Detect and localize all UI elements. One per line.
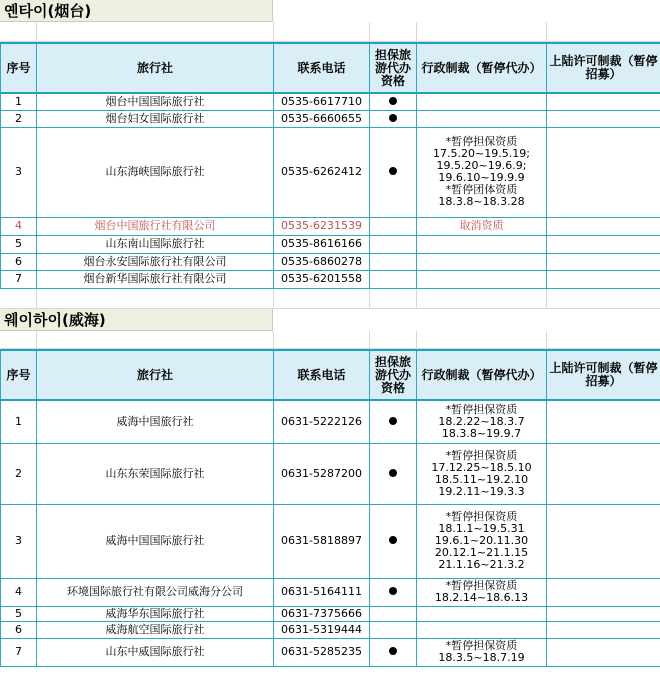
- bullet-dot-icon: [389, 97, 397, 105]
- cell-phone[interactable]: 0631-7375666: [274, 606, 370, 621]
- cell-landing-sanction[interactable]: [547, 621, 660, 638]
- cell-phone[interactable]: 0535-6201558: [274, 270, 370, 288]
- cell-agency[interactable]: 烟台新华国际旅行社有限公司: [37, 270, 274, 288]
- bullet-dot-icon: [389, 469, 397, 477]
- cell-phone[interactable]: 0535-6617710: [274, 93, 370, 110]
- table-row: [1, 253, 660, 270]
- cell-admin-sanction[interactable]: [417, 621, 547, 638]
- cell-guarantee[interactable]: [370, 235, 417, 253]
- bullet-dot-icon: [389, 167, 397, 175]
- header-row: [1, 350, 660, 400]
- cell-no[interactable]: 3: [1, 504, 37, 578]
- table-row: [1, 93, 660, 110]
- header-agency[interactable]: 旅行社: [37, 350, 274, 400]
- cell-agency[interactable]: 山东中威国际旅行社: [37, 638, 274, 666]
- agency-table: [0, 42, 660, 289]
- cell-no[interactable]: 2: [1, 443, 37, 504]
- cell-landing-sanction[interactable]: [547, 235, 660, 253]
- cell-guarantee[interactable]: [370, 110, 417, 127]
- bullet-dot-icon: [389, 587, 397, 595]
- cell-agency[interactable]: 环境国际旅行社有限公司威海分公司: [37, 578, 274, 606]
- table-row: [1, 578, 660, 606]
- bullet-dot-icon: [389, 536, 397, 544]
- header-admin-sanction[interactable]: 行政制裁（暂停代办）: [417, 350, 547, 400]
- cell-admin-sanction[interactable]: [417, 253, 547, 270]
- table-row: [1, 504, 660, 578]
- cell-landing-sanction[interactable]: [547, 578, 660, 606]
- bullet-dot-icon: [389, 114, 397, 122]
- cell-no[interactable]: 1: [1, 400, 37, 443]
- cell-landing-sanction[interactable]: [547, 110, 660, 127]
- cell-phone[interactable]: 0631-5287200: [274, 443, 370, 504]
- cell-guarantee[interactable]: [370, 127, 417, 217]
- cell-admin-sanction[interactable]: *暂停担保资质 18.2.14~18.6.13: [417, 578, 547, 606]
- cell-admin-sanction[interactable]: [417, 110, 547, 127]
- table-row: [1, 638, 660, 666]
- cell-landing-sanction[interactable]: [547, 638, 660, 666]
- cell-no[interactable]: 7: [1, 270, 37, 288]
- cell-admin-sanction[interactable]: *暂停担保资质 18.1.1~19.5.31 19.6.1~20.11.30 20.12.1~21.1.15 21.1.16~21.3.2: [417, 504, 547, 578]
- cell-no[interactable]: 5: [1, 235, 37, 253]
- cell-agency[interactable]: 山东南山国际旅行社: [37, 235, 274, 253]
- cell-guarantee[interactable]: [370, 606, 417, 621]
- table-row: [1, 606, 660, 621]
- header-phone[interactable]: 联系电话: [274, 43, 370, 93]
- table-row: [1, 235, 660, 253]
- cell-phone[interactable]: 0535-8616166: [274, 235, 370, 253]
- cell-agency[interactable]: 威海中国旅行社: [37, 400, 274, 443]
- table-row: [1, 127, 660, 217]
- cell-phone[interactable]: 0631-5222126: [274, 400, 370, 443]
- section-title[interactable]: 웨이하이(威海): [0, 309, 273, 331]
- cell-guarantee[interactable]: [370, 93, 417, 110]
- cell-guarantee[interactable]: [370, 638, 417, 666]
- cell-phone[interactable]: 0535-6660655: [274, 110, 370, 127]
- cell-guarantee[interactable]: [370, 253, 417, 270]
- cell-no[interactable]: 6: [1, 621, 37, 638]
- cell-agency[interactable]: 威海华东国际旅行社: [37, 606, 274, 621]
- cell-agency[interactable]: 烟台永安国际旅行社有限公司: [37, 253, 274, 270]
- header-row: [1, 43, 660, 93]
- cell-admin-sanction[interactable]: 取消资质: [417, 217, 547, 235]
- cell-agency[interactable]: 山东海峡国际旅行社: [37, 127, 274, 217]
- header-guarantee[interactable]: 担保旅游代办资格: [370, 350, 417, 400]
- cell-landing-sanction[interactable]: [547, 270, 660, 288]
- cell-landing-sanction[interactable]: [547, 253, 660, 270]
- header-landing-sanction[interactable]: 上陆许可制裁（暂停招募）: [547, 350, 660, 400]
- cell-phone[interactable]: 0535-6262412: [274, 127, 370, 217]
- cell-landing-sanction[interactable]: [547, 127, 660, 217]
- section-title[interactable]: 옌타이(烟台): [0, 0, 273, 22]
- cell-no[interactable]: 4: [1, 578, 37, 606]
- cell-phone[interactable]: 0631-5164111: [274, 578, 370, 606]
- header-phone[interactable]: 联系电话: [274, 350, 370, 400]
- cell-admin-sanction[interactable]: [417, 270, 547, 288]
- cell-admin-sanction[interactable]: *暂停担保资质 18.3.5~18.7.19: [417, 638, 547, 666]
- cell-landing-sanction[interactable]: [547, 400, 660, 443]
- cell-admin-sanction[interactable]: [417, 606, 547, 621]
- agency-table: [0, 349, 660, 667]
- cell-landing-sanction[interactable]: [547, 93, 660, 110]
- cell-no[interactable]: 3: [1, 127, 37, 217]
- cell-guarantee[interactable]: [370, 443, 417, 504]
- cell-admin-sanction[interactable]: [417, 235, 547, 253]
- cell-agency[interactable]: 烟台中国国际旅行社: [37, 93, 274, 110]
- cell-admin-sanction[interactable]: *暂停担保资质 18.2.22~18.3.7 18.3.8~19.9.7: [417, 400, 547, 443]
- cell-phone[interactable]: 0535-6860278: [274, 253, 370, 270]
- cell-admin-sanction[interactable]: [417, 93, 547, 110]
- cell-no[interactable]: 5: [1, 606, 37, 621]
- table-row: [1, 270, 660, 288]
- empty-grid-row: [0, 22, 660, 42]
- cell-phone[interactable]: 0631-5818897: [274, 504, 370, 578]
- cell-no[interactable]: 4: [1, 217, 37, 235]
- cell-agency[interactable]: 威海航空国际旅行社: [37, 621, 274, 638]
- cell-guarantee[interactable]: [370, 270, 417, 288]
- cell-no[interactable]: 7: [1, 638, 37, 666]
- header-agency[interactable]: 旅行社: [37, 43, 274, 93]
- table-row: [1, 110, 660, 127]
- cell-guarantee[interactable]: [370, 400, 417, 443]
- cell-landing-sanction[interactable]: [547, 217, 660, 235]
- cell-phone[interactable]: 0535-6231539: [274, 217, 370, 235]
- bullet-dot-icon: [389, 417, 397, 425]
- cell-no[interactable]: 1: [1, 93, 37, 110]
- cell-agency[interactable]: 威海中国国际旅行社: [37, 504, 274, 578]
- header-admin-sanction[interactable]: 行政制裁（暂停代办）: [417, 43, 547, 93]
- cell-no[interactable]: 6: [1, 253, 37, 270]
- header-landing-sanction[interactable]: 上陆许可制裁（暂停招募）: [547, 43, 660, 93]
- empty-grid-row: [0, 289, 660, 309]
- cell-guarantee[interactable]: [370, 217, 417, 235]
- cell-admin-sanction[interactable]: *暂停担保资质 17.5.20~19.5.19; 19.5.20~19.6.9; 19.6.10~19.9.9 *暂停团体资质 18.3.8~18.3.28: [417, 127, 547, 217]
- header-guarantee[interactable]: 担保旅游代办资格: [370, 43, 417, 93]
- table-row: [1, 217, 660, 235]
- cell-agency[interactable]: 山东东荣国际旅行社: [37, 443, 274, 504]
- cell-guarantee[interactable]: [370, 578, 417, 606]
- cell-guarantee[interactable]: [370, 621, 417, 638]
- table-row: [1, 443, 660, 504]
- cell-phone[interactable]: 0631-5319444: [274, 621, 370, 638]
- cell-agency[interactable]: 烟台妇女国际旅行社: [37, 110, 274, 127]
- table-row: [1, 621, 660, 638]
- cell-landing-sanction[interactable]: [547, 606, 660, 621]
- cell-admin-sanction[interactable]: *暂停担保资质 17.12.25~18.5.10 18.5.11~19.2.10 19.2.11~19.3.3: [417, 443, 547, 504]
- cell-no[interactable]: 2: [1, 110, 37, 127]
- empty-grid-row: [0, 331, 660, 349]
- cell-landing-sanction[interactable]: [547, 443, 660, 504]
- cell-guarantee[interactable]: [370, 504, 417, 578]
- cell-phone[interactable]: 0631-5285235: [274, 638, 370, 666]
- cell-agency[interactable]: 烟台中国旅行社有限公司: [37, 217, 274, 235]
- table-row: [1, 400, 660, 443]
- cell-landing-sanction[interactable]: [547, 504, 660, 578]
- header-no[interactable]: 序号: [1, 43, 37, 93]
- bullet-dot-icon: [389, 647, 397, 655]
- header-no[interactable]: 序号: [1, 350, 37, 400]
